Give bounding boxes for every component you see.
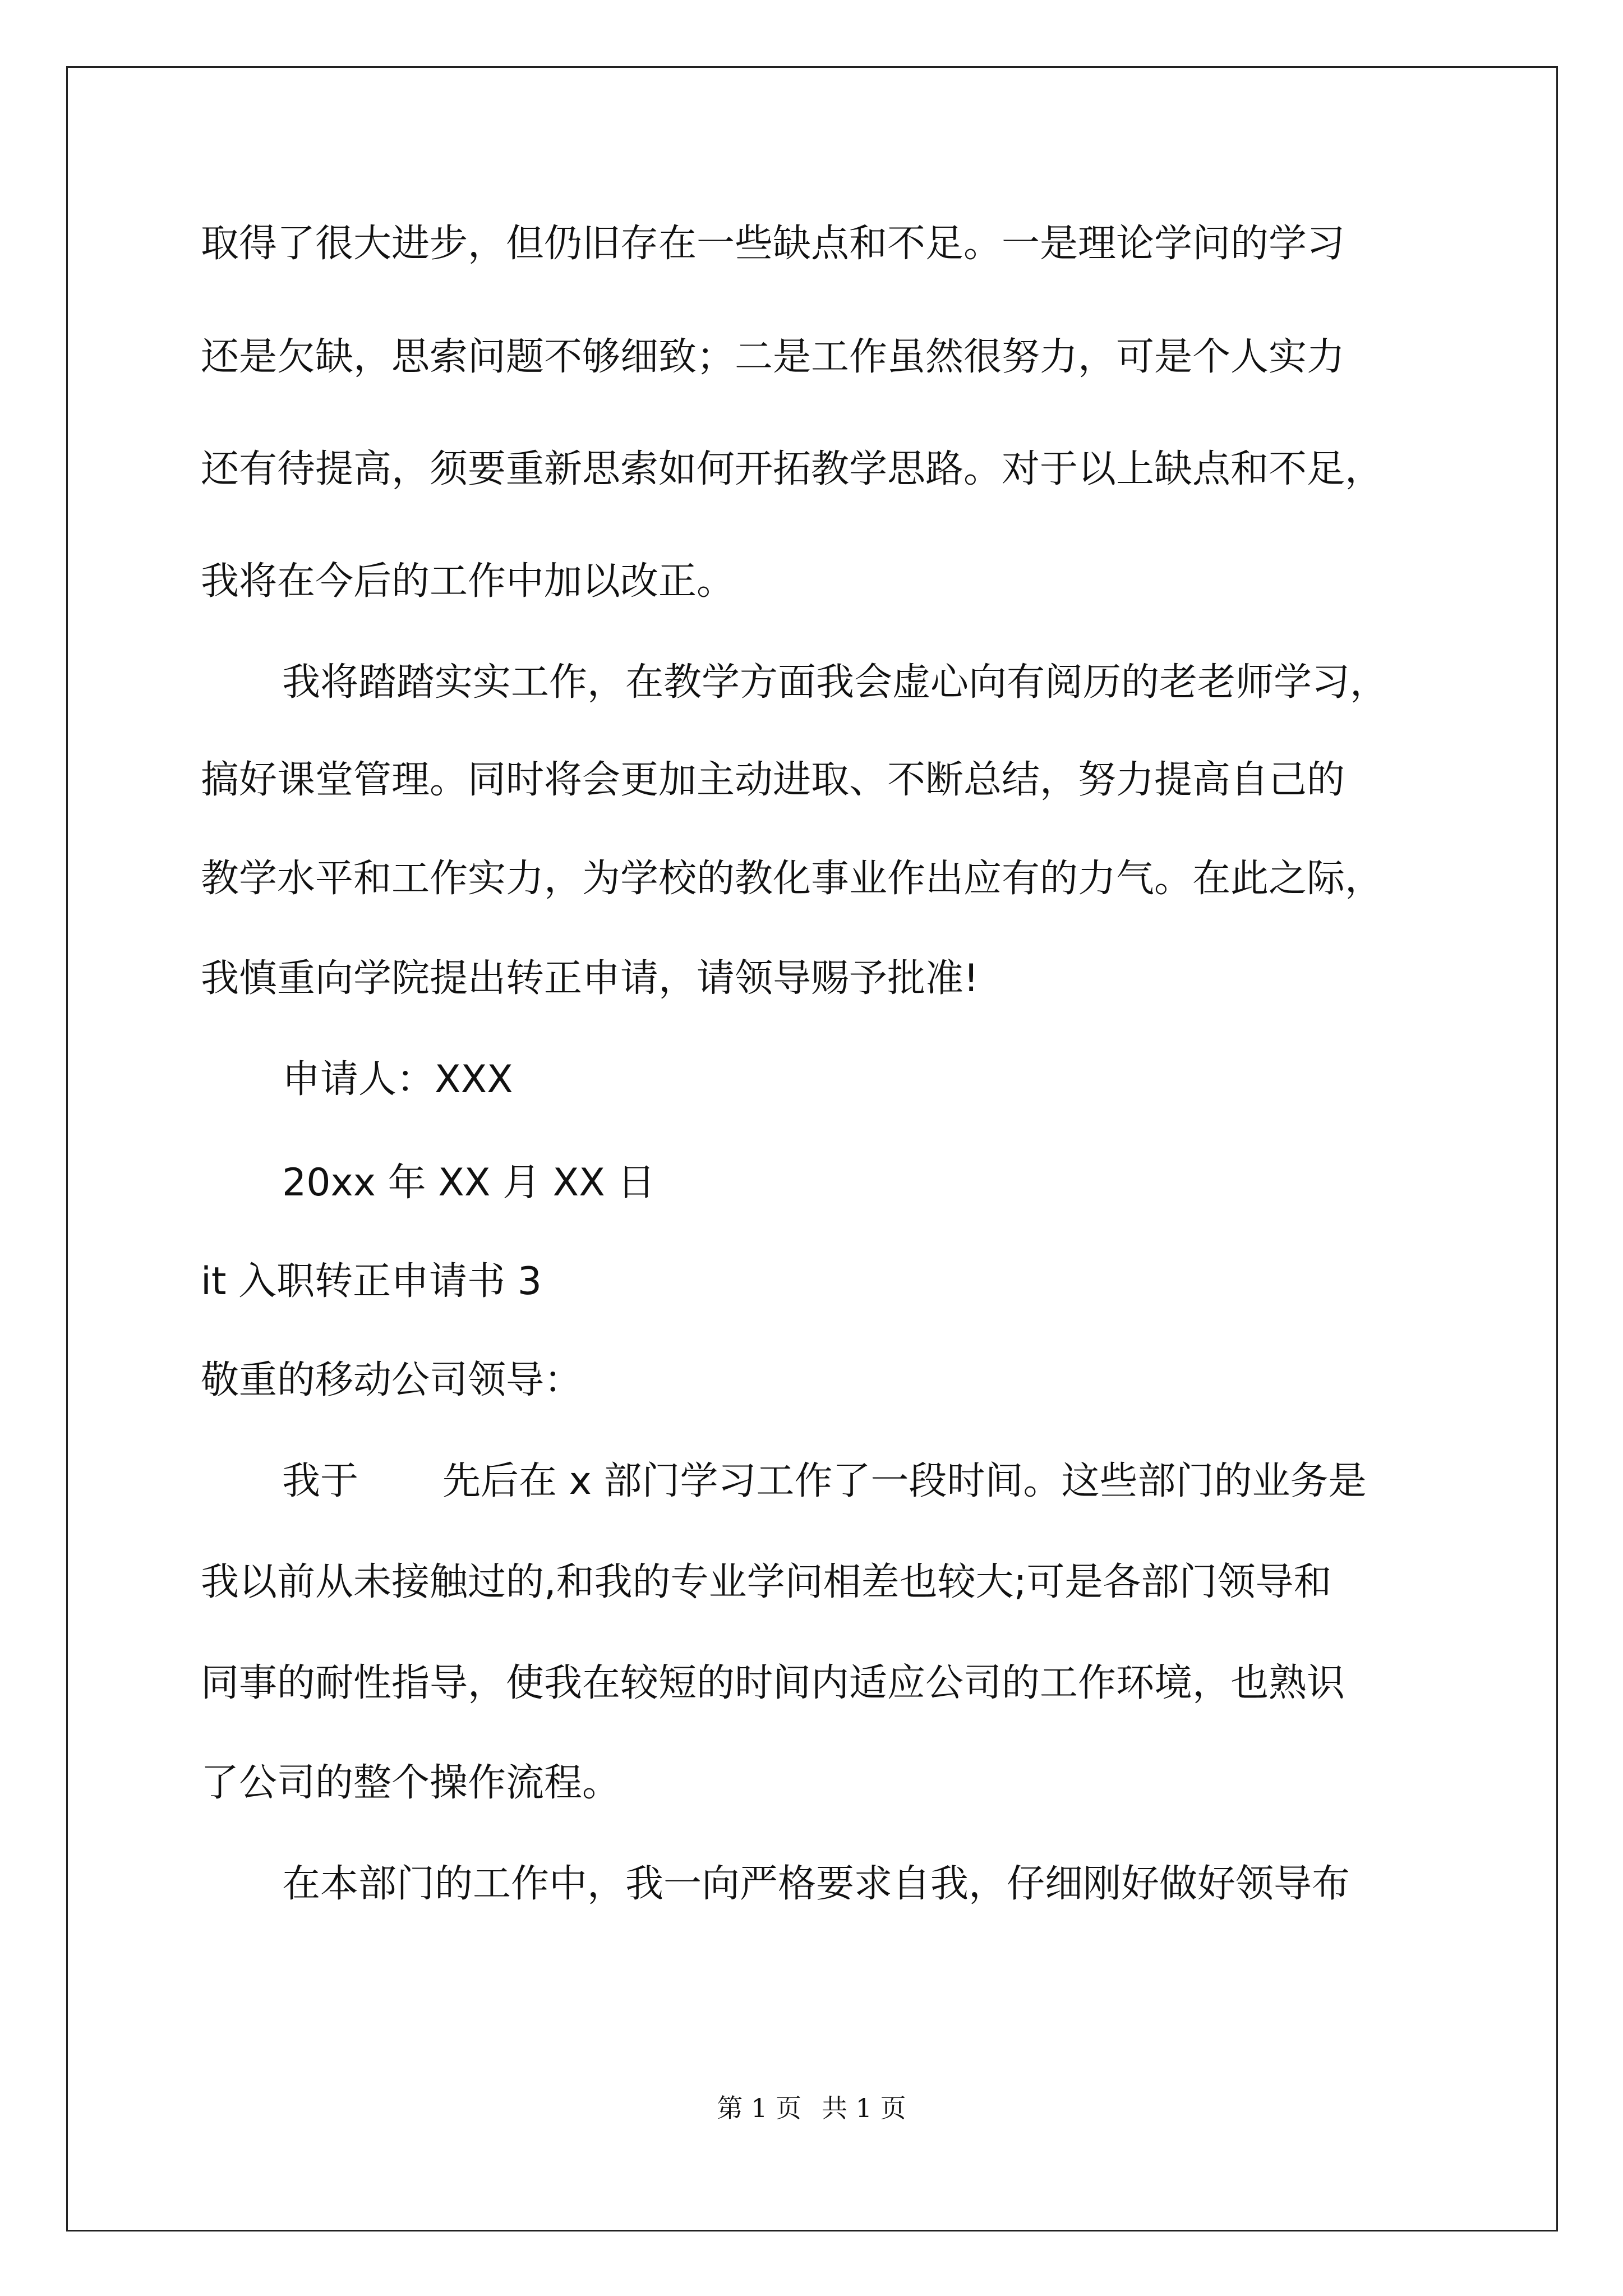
body-line: 还有待提高，须要重新思索如何开拓教学思路。对于以上缺点和不足， — [201, 447, 1384, 491]
body-line: 在本部门的工作中，我一向严格要求自我，仔细刚好做好领导布 — [282, 1862, 1350, 1906]
page-footer — [0, 2091, 1623, 2125]
body-line: 了公司的整个操作流程。 — [201, 1761, 621, 1805]
applicant-line: 申请人：XXX — [282, 1057, 513, 1102]
body-line: 还是欠缺，思索问题不够细致；二是工作虽然很努力，可是个人实力 — [201, 335, 1345, 379]
body-line: 搞好课堂管理。同时将会更加主动进取、不断总结，努力提高自己的 — [201, 758, 1345, 802]
page-total: 共 1 页 — [822, 2093, 906, 2123]
salutation: 敬重的移动公司领导： — [201, 1358, 583, 1402]
body-line: 我以前从未接触过的,和我的专业学问相差也较大;可是各部门领导和 — [201, 1560, 1332, 1604]
page-number: 第 1 页 — [717, 2093, 801, 2123]
body-line — [282, 1456, 1367, 1507]
date-line: 20xx 年 XX 月 XX 日 — [282, 1161, 656, 1205]
section-title: it 入职转正申请书 3 — [201, 1259, 542, 1304]
body-line: 教学水平和工作实力，为学校的教化事业作出应有的力气。在此之际， — [201, 857, 1384, 901]
body-line: 我将在今后的工作中加以改正。 — [201, 559, 735, 604]
body-line: 我将踏踏实实工作，在教学方面我会虚心向有阅历的老老师学习， — [282, 660, 1389, 705]
body-line: 同事的耐性指导，使我在较短的时间内适应公司的工作环境，也熟识 — [201, 1661, 1345, 1705]
body-segment: 先后在 x 部门学习工作了一段时间。这些部门的业务是 — [442, 1459, 1367, 1503]
body-segment: 我于 — [282, 1459, 359, 1503]
body-line: 取得了很大进步，但仍旧存在一些缺点和不足。一是理论学问的学习 — [201, 222, 1345, 266]
body-line: 我慎重向学院提出转正申请，请领导赐予批准! — [201, 956, 979, 1001]
